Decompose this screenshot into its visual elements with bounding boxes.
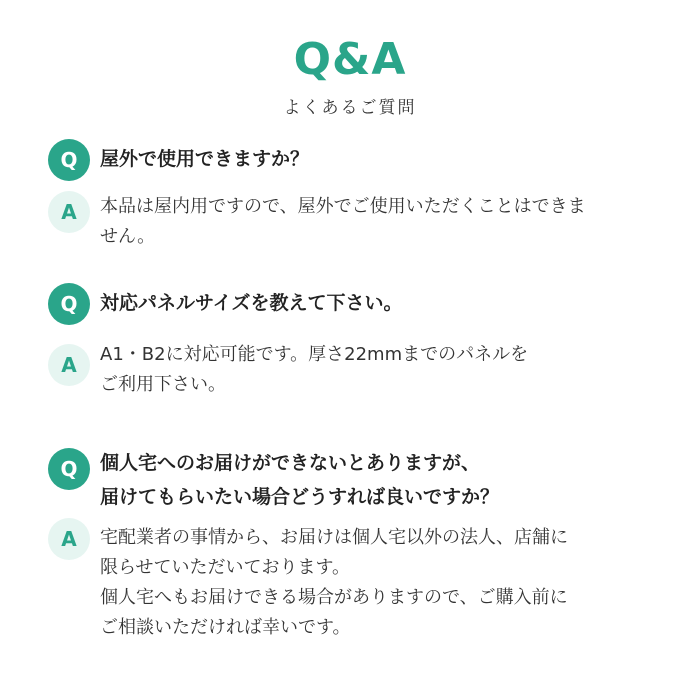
page-title: Q&A [293, 34, 407, 85]
faq-answer-3-line-2: 限らせていただいております。 [100, 557, 351, 578]
faq-answer-3-line-3: 個人宅へもお届けできる場合がありますので、ご購入前に [100, 587, 568, 608]
faq-question-3-line-2: 届けてもらいたい場合どうすれば良いですか？ [100, 486, 500, 508]
question-badge-3: Q [48, 448, 90, 490]
page-subtitle: よくあるご質問 [283, 98, 417, 118]
faq-answer-1 [100, 192, 662, 252]
faq-answer-1-line-1: 本品は屋内用ですので、屋外でご使用いただくことはできま [100, 196, 586, 217]
faq-question-2-line-1: 対応パネルサイズを教えて下さい。 [100, 292, 403, 314]
faq-question-1 [100, 142, 660, 176]
faq-question-1-line-1: 屋外で使用できますか？ [100, 148, 310, 170]
faq-answer-2-line-1: A1・B2に対応可能です。厚さ22mmまでのパネルを [100, 344, 529, 365]
faq-question-2 [100, 286, 660, 320]
faq-answer-3-line-4: ご相談いただければ幸いです。 [100, 617, 351, 638]
faq-answer-2 [100, 340, 662, 400]
question-badge-1: Q [48, 139, 90, 181]
faq-question-3-line-1: 個人宅へのお届けができないとありますが、 [100, 452, 481, 474]
faq-answer-1-line-2: せん。 [100, 226, 156, 247]
faq-answer-3 [100, 523, 662, 643]
answer-badge-1: A [48, 191, 90, 233]
answer-badge-3: A [48, 518, 90, 560]
answer-badge-2: A [48, 344, 90, 386]
faq-answer-2-line-2: ご利用下さい。 [100, 374, 226, 395]
faq-question-3 [100, 446, 660, 514]
faq-answer-3-line-1: 宅配業者の事情から、お届けは個人宅以外の法人、店舗に [100, 527, 568, 548]
question-badge-2: Q [48, 283, 90, 325]
